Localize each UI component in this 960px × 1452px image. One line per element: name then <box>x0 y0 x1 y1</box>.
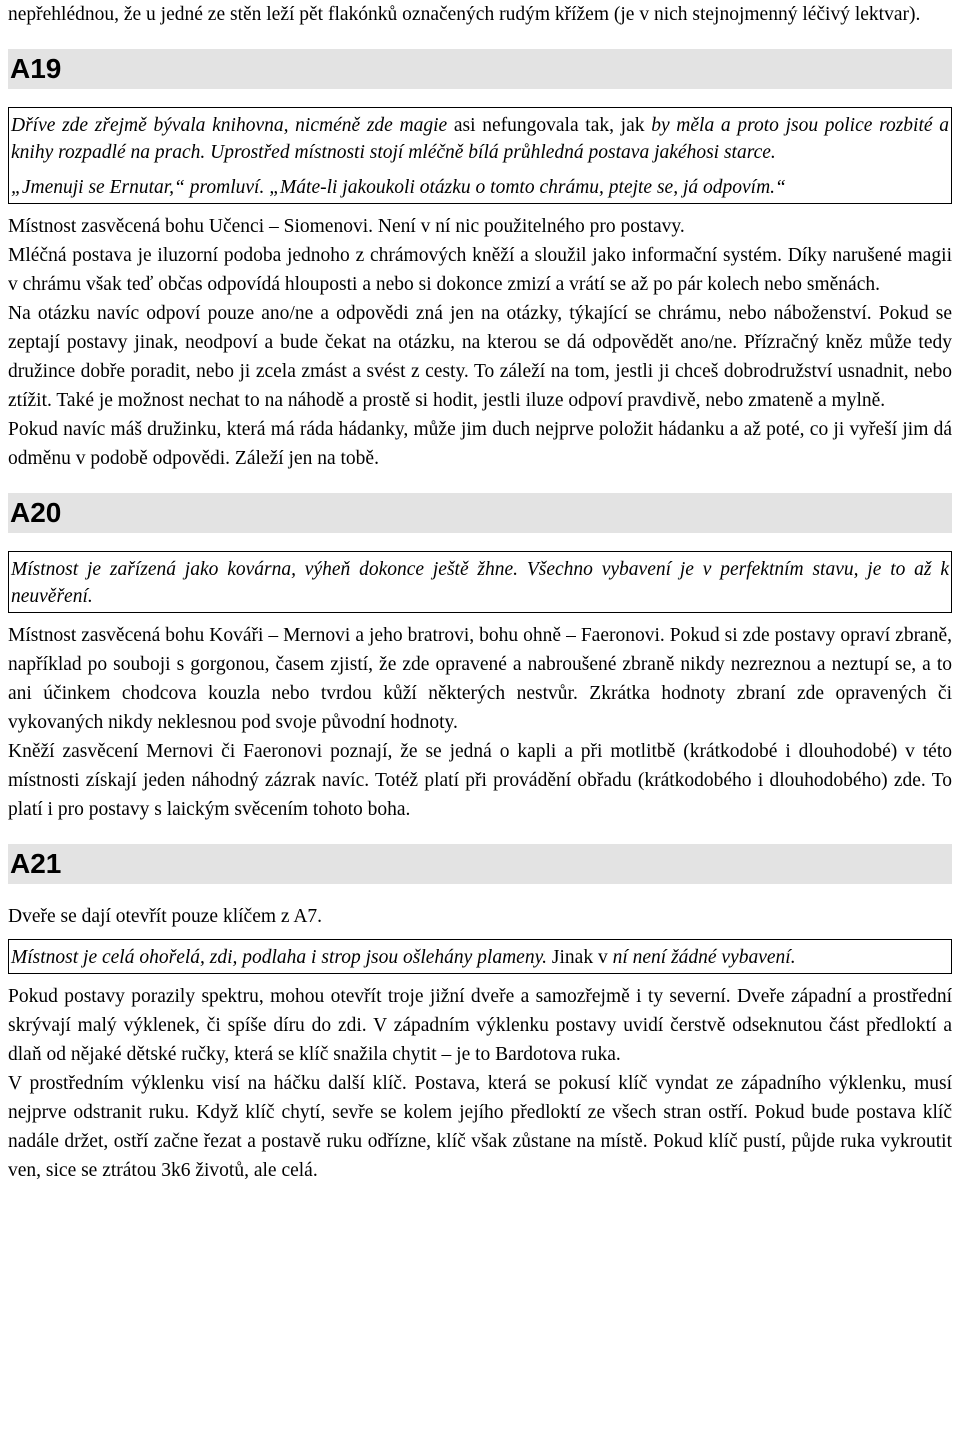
a19-box-text-b: asi nefungovala tak, jak <box>447 115 652 136</box>
a21-paragraph: V prostředním výklenku visí na háčku další klíč. Postava, která se pokusí klíč vyndat ze západního výklenku, musí nejprve odstranit ruku. Když klíč chytí, sevře se kolem jejího předloktí ze všech stran ostří. Pokud bude postava klíč nadále držet, ostří začne řezat a postavě ruku odřízne, klíč však zůstane na místě. Pokud klíč pustí, půjde ruka vykroutit ven, sice se ztrátou 3k6 životů, ale celá. <box>8 1073 952 1181</box>
a21-paragraph: Pokud postavy porazily spektru, mohou otevřít troje jižní dveře a samozřejmě i ty severní. Dveře západní a prostřední skrývají malý výklenek, či spíše díru do zdi. V západním výklenku postavy uvidí čerstvě odseknutou část předloktí a dlaň od nějaké dětské ručky, která se klíč snažila chytit – je to Bardotova ruka. <box>8 986 952 1065</box>
a21-box-text-c: ní není žádné vybavení. <box>612 947 796 968</box>
a19-paragraph: Pokud navíc máš družinku, která má ráda hádanky, může jim duch nejprve položit hádanku a až poté, co ji vyřeší jim dá odměnu v podobě odpovědi. Záleží jen na tobě. <box>8 419 952 469</box>
document-page <box>8 0 952 1185</box>
a21-box-text-b: Jinak v <box>547 947 613 968</box>
a21-description-box <box>8 939 952 974</box>
a21-box-text <box>11 944 949 971</box>
a19-description-box <box>8 107 952 204</box>
a20-paragraph: Místnost zasvěcená bohu Kováři – Mernovi a jeho bratrovi, bohu ohně – Faeronovi. Pokud si zde postavy opraví zbraně, například po souboji s gorgonou, časem zjistí, že zde opravené a nabroušené zbraně nikdy nezreznou a neztupí se, a to ani účinkem chodcova kouzla nebo tvrdou kůží některých nestvůr. Zkrátka hodnoty zbraní zde opravených či vykovaných nikdy neklesnou pod svoje původní hodnoty. <box>8 625 952 733</box>
section-heading-a20: A20 <box>10 497 62 528</box>
a19-box-text-c: by měla a proto jsou police rozbité a knihy rozpadlé na prach. Uprostřed místnosti stojí mléčně bílá průhledná postava jakéhosi starce. <box>11 115 949 163</box>
a21-note: Dveře se dají otevřít pouze klíčem z A7. <box>8 906 323 927</box>
section-heading-a19: A19 <box>10 53 62 84</box>
section-header-a21 <box>8 844 952 884</box>
a19-box-speech: „Jmenuji se Ernutar,“ promluví. „Máte-li jakoukoli otázku o tomto chrámu, ptejte se, já odpovím.“ <box>11 177 786 198</box>
intro-paragraph: nepřehlédnou, že u jedné ze stěn leží pět flakónků označených rudým křížem (je v nich stejnojmenný léčivý lektvar). <box>8 4 921 25</box>
a20-paragraph: Kněží zasvěcení Mernovi či Faeronovi poznají, že se jedná o kapli a při motlitbě (krátkodobé i dlouhodobé) v této místnosti získají jeden náhodný zázrak navíc. Totéž platí při provádění obřadu (krátkodobého i dlouhodobého) zde. To platí i pro postavy s laickým svěcením tohoto boha. <box>8 741 952 820</box>
section-header-a20 <box>8 493 952 533</box>
a19-box-text <box>11 112 949 166</box>
a19-paragraph: Na otázku navíc odpoví pouze ano/ne a odpovědi zná jen na otázky, týkající se chrámu, nebo náboženství. Pokud se zeptají postavy jinak, neodpoví a bude čekat na otázku, na kterou se dá odpovědět ano/ne. Přízračný kněz může tedy družince dobře poradit, nebo ji zcela zmást a svést z cesty. To záleží na tom, jestli ji chceš dobrodružství usnadnit, nebo ztížit. Také je možnost nechat to na náhodě a prostě si hodit, jestli iluze odpoví pravdivě, nebo zmateně a mylně. <box>8 303 952 411</box>
a19-paragraph: Mléčná postava je iluzorní podoba jednoho z chrámových kněží a sloužil jako informační systém. Díky narušené magii v chrámu však teď občas odpovídá hlouposti a nebo si dokonce zmizí a vrátí se až po pár kolech nebo směnách. <box>8 245 952 295</box>
a19-paragraph: Místnost zasvěcená bohu Učenci – Siomenovi. Není v ní nic použitelného pro postavy. <box>8 216 685 237</box>
section-header-a19 <box>8 49 952 89</box>
a20-description-box <box>8 551 952 613</box>
section-heading-a21: A21 <box>10 848 62 879</box>
a19-box-text-a: Dříve zde zřejmě bývala knihovna, nicméně zde magie <box>11 115 448 136</box>
a21-box-text-a: Místnost je celá ohořelá, zdi, podlaha i strop jsou ošlehány plameny. <box>11 947 548 968</box>
a20-box-text: Místnost je zařízená jako kovárna, výheň dokonce ještě žhne. Všechno vybavení je v perfektním stavu, je to až k neuvěření. <box>11 559 949 607</box>
